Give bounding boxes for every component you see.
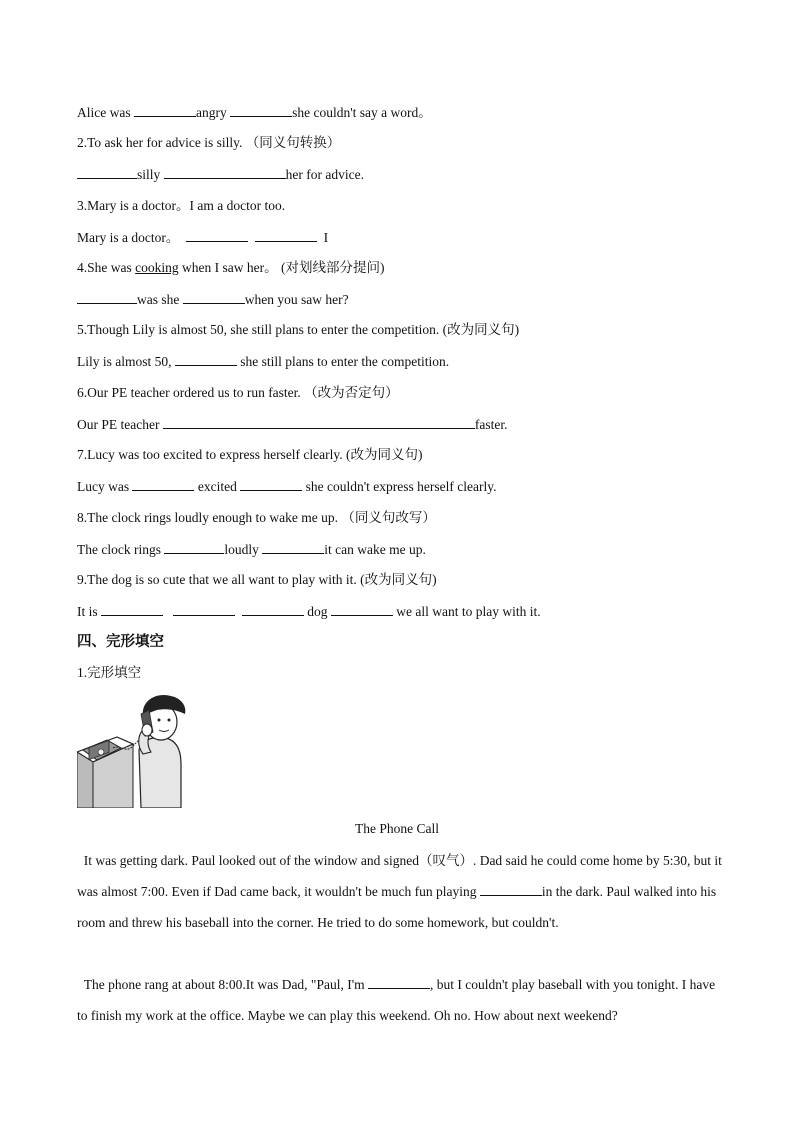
q1-text-2: angry (195, 105, 231, 120)
q9-text-2: dog (303, 604, 331, 619)
q7-blank-2[interactable] (240, 477, 302, 491)
q7-answer-line (77, 477, 496, 496)
q4-text-post: when I saw her。 (对划线部分提问) (178, 260, 385, 275)
q9-blank-3[interactable] (242, 602, 304, 616)
q7-blank-1[interactable] (132, 477, 194, 491)
q6-answer-line (77, 415, 507, 434)
q5-answer-line (77, 352, 449, 371)
q9-answer-line (77, 602, 541, 621)
q4-blank-2[interactable] (183, 290, 245, 304)
q9-text-3: we all want to play with it. (392, 604, 541, 619)
section-subheading: 1.完形填空 (77, 665, 142, 680)
q9-blank-4[interactable] (331, 602, 393, 616)
q5-question: 5.Though Lily is almost 50, she still plans to enter the competition. (改为同义句) (77, 322, 520, 337)
q8-blank-1[interactable] (164, 540, 224, 554)
q3-question: 3.Mary is a doctor。I am a doctor too. (77, 198, 286, 213)
p2-blank-1[interactable] (368, 975, 430, 989)
p1-blank-1[interactable] (480, 882, 542, 896)
q5-blank-1[interactable] (175, 352, 237, 366)
q2-blank-2[interactable] (164, 165, 286, 179)
p2-text-post: , but I couldn't play baseball with you tonight. I have to finish my work at the office. Maybe we can play this weekend. Oh no. How about next weekend? (77, 977, 716, 1023)
q1-text-1: Alice was (77, 105, 134, 120)
q4-text-pre: 4.She was (77, 260, 136, 275)
q1-blank-1[interactable] (134, 103, 196, 117)
q6-blank-1[interactable] (163, 415, 475, 429)
q1-answer-line (77, 103, 432, 122)
q2-text-1: silly (137, 167, 164, 182)
q8-blank-2[interactable] (262, 540, 324, 554)
q2-blank-1[interactable] (77, 165, 137, 179)
q3-answer-line (77, 228, 328, 247)
q9-text-1: It is (77, 604, 102, 619)
q8-text-3: it can wake me up. (324, 542, 426, 557)
q3-blank-1[interactable] (186, 228, 248, 242)
q9-blank-1[interactable] (101, 602, 163, 616)
q7-text-3: she couldn't express herself clearly. (302, 479, 497, 494)
q5-text-2: she still plans to enter the competition. (236, 354, 450, 369)
q4-answer-line (77, 290, 349, 309)
section-heading: 四、完形填空 (77, 634, 164, 650)
q8-text-2: loudly (224, 542, 263, 557)
q8-answer-line (77, 540, 426, 559)
boy-phone-illustration (77, 692, 189, 808)
q7-text-1: Lucy was (77, 479, 133, 494)
q6-question: 6.Our PE teacher ordered us to run faster. （改为否定句） (77, 385, 399, 400)
q4-question (77, 259, 384, 277)
q7-question: 7.Lucy was too excited to express herself clearly. (改为同义句) (77, 447, 423, 462)
p1-text-post: in the dark. Paul walked into his room and threw his baseball into the corner. He tried to do some homework, but couldn't. (77, 884, 717, 930)
passage-paragraph-2 (77, 969, 727, 1031)
q3-text-1: Mary is a doctor。 (77, 230, 180, 245)
q8-text-1: The clock rings (77, 542, 165, 557)
q3-blank-2[interactable] (255, 228, 317, 242)
q2-text-2: her for advice. (285, 167, 364, 182)
q1-text-3: she couldn't say a word。 (292, 105, 432, 120)
passage-paragraph-1 (77, 845, 727, 938)
q7-text-2: excited (194, 479, 241, 494)
q8-question: 8.The clock rings loudly enough to wake me up. （同义句改写） (77, 510, 436, 525)
q9-blank-2[interactable] (173, 602, 235, 616)
q6-text-1: Our PE teacher (77, 417, 163, 432)
q3-text-2: I (323, 230, 329, 245)
q4-text-2: when you saw her? (244, 292, 349, 307)
q5-text-1: Lily is almost 50, (77, 354, 175, 369)
q6-text-2: faster. (474, 417, 508, 432)
p1-text-pre: It was getting dark. Paul looked out of the window and signed（叹气）. Dad said he could come home by 5:30, but it was almost 7:00. Even if Dad came back, it wouldn't be much fun playing (77, 853, 722, 899)
q9-question: 9.The dog is so cute that we all want to play with it. (改为同义句) (77, 572, 437, 587)
passage-title: The Phone Call (355, 821, 439, 836)
q2-question: 2.To ask her for advice is silly. （同义句转换） (77, 135, 341, 150)
q4-underlined-word: cooking (135, 260, 179, 275)
q2-answer-line (77, 165, 364, 184)
q4-text-1: was she (137, 292, 183, 307)
q1-blank-2[interactable] (230, 103, 292, 117)
q4-blank-1[interactable] (77, 290, 137, 304)
p2-text-pre: The phone rang at about 8:00.It was Dad, "Paul, I'm (83, 977, 369, 992)
